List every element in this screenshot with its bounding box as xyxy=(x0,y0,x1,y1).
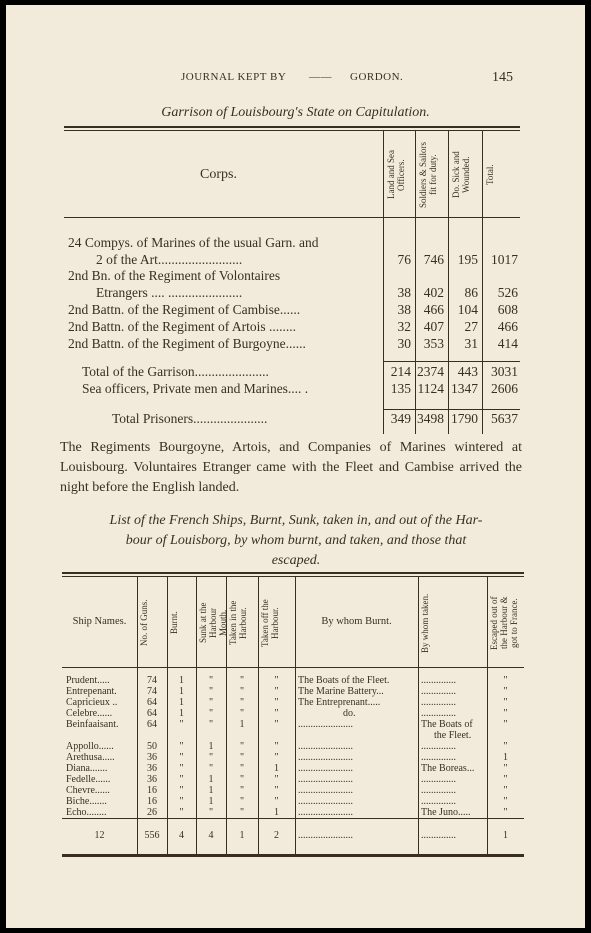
ships-cell: 1 xyxy=(179,686,184,697)
ships-cell: " xyxy=(239,752,245,763)
ships-total-cell: 2 xyxy=(274,830,279,841)
ships-cell: Fedelle...... xyxy=(66,774,111,785)
ships-cell: " xyxy=(179,741,184,752)
garrison-cell: 86 xyxy=(464,285,478,300)
garrison-cell: 38 xyxy=(397,285,411,300)
garrison-cell: 2374 xyxy=(417,364,444,379)
garrison-cell: 443 xyxy=(457,364,478,379)
ships-cell: The Entreprenant..... xyxy=(298,697,381,708)
ships-cell: " xyxy=(208,686,214,697)
ships-cell: " xyxy=(179,807,184,818)
ships-col-header: Burnt. xyxy=(169,611,179,635)
ships-cell: 50 xyxy=(147,741,157,752)
ships-cell: " xyxy=(503,785,508,796)
ships-list-title xyxy=(56,511,536,571)
garrison-cell: 1790 xyxy=(451,411,478,426)
ships-cell: " xyxy=(179,719,184,730)
ships-cell: " xyxy=(274,796,279,807)
ships-title-line-3: escaped. xyxy=(271,553,321,568)
garrison-cell: 1347 xyxy=(451,381,478,396)
ships-cell: Beinfaaisant. xyxy=(66,719,119,730)
ships-cell: do. xyxy=(343,708,356,719)
ships-col-header: Escaped out of the Harbour & got to France. xyxy=(489,596,519,650)
ships-total-cell: 1 xyxy=(503,830,508,841)
ships-cell: " xyxy=(503,807,508,818)
garrison-cell: 135 xyxy=(390,381,411,396)
ships-cell: .............. xyxy=(421,774,456,785)
garrison-cell: 5637 xyxy=(491,411,518,426)
running-header-dash: —— xyxy=(309,71,332,83)
ships-cell: Diana....... xyxy=(66,763,108,774)
ships-cell: " xyxy=(208,752,214,763)
ships-cell: " xyxy=(274,774,279,785)
ships-cell: .............. xyxy=(421,796,456,807)
ships-col-header: No. of Guns. xyxy=(139,599,149,647)
ships-cell: " xyxy=(503,763,508,774)
ships-cell: 74 xyxy=(147,675,157,686)
ships-title-line-1: List of the French Ships, Burnt, Sunk, taken in, and out of the Har- xyxy=(109,513,483,528)
ships-cell: Echo........ xyxy=(66,807,107,818)
ships-cell: 64 xyxy=(147,708,157,719)
ships-cell: Arethusa..... xyxy=(66,752,115,763)
ships-cell: ...................... xyxy=(298,774,353,785)
ships-cell: 16 xyxy=(147,785,157,796)
ships-cell: Celebre...... xyxy=(66,708,113,719)
ships-cell: " xyxy=(208,697,214,708)
ships-cell: The Boats of xyxy=(421,719,473,730)
ships-cell: 36 xyxy=(147,774,157,785)
garrison-row-label: 2nd Bn. of the Regiment of Volontaires xyxy=(68,268,281,283)
ships-cell: " xyxy=(503,686,508,697)
garrison-cell: 3031 xyxy=(491,364,518,379)
book-page xyxy=(6,5,585,928)
col-header-fit-for-duty: Soldiers & Sailors fit for duty. xyxy=(418,142,438,209)
ships-cell: .............. xyxy=(421,675,456,686)
ships-cell: " xyxy=(239,697,245,708)
garrison-cell: 466 xyxy=(423,302,444,317)
garrison-cell: 38 xyxy=(397,302,411,317)
ships-cell: " xyxy=(208,719,214,730)
ships-cell: " xyxy=(179,774,184,785)
ships-cell: Entrepenant. xyxy=(66,686,117,697)
ships-total-cell: 12 xyxy=(94,830,105,841)
ships-cell: " xyxy=(208,708,214,719)
ships-cell: " xyxy=(208,807,214,818)
ships-cell: " xyxy=(503,675,508,686)
ships-cell: .............. xyxy=(421,785,456,796)
garrison-cell: 353 xyxy=(423,336,444,351)
ships-cell: " xyxy=(274,785,279,796)
ships-cell: The Boats of the Fleet. xyxy=(298,675,390,686)
ships-cell: " xyxy=(239,686,245,697)
ships-cell: Appollo...... xyxy=(66,741,114,752)
garrison-cell: 3498 xyxy=(417,411,444,426)
corps-column-header: Corps. xyxy=(200,167,237,182)
ships-cell: " xyxy=(274,741,279,752)
ships-cell: " xyxy=(239,774,245,785)
garrison-cell: 608 xyxy=(497,302,518,317)
garrison-cell: 746 xyxy=(423,252,444,267)
ships-title-line-2: bour of Louisborg, by whom burnt, and taken, and those that xyxy=(125,533,467,548)
garrison-cell: 1124 xyxy=(417,381,444,396)
ships-cell: " xyxy=(208,763,214,774)
ships-cell: " xyxy=(274,708,279,719)
ships-cell: ...................... xyxy=(298,741,353,752)
ships-col-header: Sunk at the Harbour Mouth. xyxy=(198,602,228,644)
garrison-row-label: Total of the Garrison...................... xyxy=(82,364,269,379)
ships-cell: The Marine Battery... xyxy=(298,686,384,697)
garrison-cell: 349 xyxy=(390,411,411,426)
col-header-sick-wounded: Do. Sick and Wounded. xyxy=(451,151,471,199)
ships-cell: 16 xyxy=(147,796,157,807)
garrison-row-label: 2nd Battn. of the Regiment of Artois ........ xyxy=(68,319,296,334)
ships-cell: .............. xyxy=(421,708,456,719)
ships-cell: the Fleet. xyxy=(434,730,472,741)
ships-cell: ...................... xyxy=(298,719,353,730)
ships-col-header: By whom taken. xyxy=(420,593,430,653)
ships-cell: The Boreas... xyxy=(421,763,475,774)
garrison-cell: 2606 xyxy=(491,381,518,396)
ships-cell: " xyxy=(179,763,184,774)
ships-cell: 64 xyxy=(147,719,157,730)
ships-cell: The Juno..... xyxy=(421,807,471,818)
ships-cell: Capricieux .. xyxy=(66,697,118,708)
ships-cell: Prudent..... xyxy=(66,675,110,686)
garrison-row-label: Sea officers, Private men and Marines.... . xyxy=(82,381,309,396)
regiments-note: The Regiments Bourgoyne, Artois, and Companies of Marines wintered at Louisbourg. Voluntaires Etranger came with the Fleet and Cambise arrived the night before the English landed. xyxy=(60,440,522,495)
ships-cell: " xyxy=(274,675,279,686)
garrison-row-label: 2nd Battn. of the Regiment of Burgoyne...... xyxy=(68,336,306,351)
garrison-cell: 526 xyxy=(497,285,518,300)
ships-cell: " xyxy=(503,774,508,785)
ships-cell: " xyxy=(239,785,245,796)
col-header-officers: Land and Sea Officers. xyxy=(386,150,406,200)
garrison-table-title: Garrison of Louisbourg's State on Capitulation. xyxy=(161,105,430,120)
ships-cell: .............. xyxy=(421,686,456,697)
ships-cell: " xyxy=(179,796,184,807)
ships-cell: 1 xyxy=(179,675,184,686)
ships-cell: " xyxy=(503,697,508,708)
ships-cell: 36 xyxy=(147,752,157,763)
ships-cell: " xyxy=(239,741,245,752)
ships-cell: " xyxy=(274,697,279,708)
garrison-cell: 195 xyxy=(457,252,478,267)
ships-total-cell: 4 xyxy=(179,830,184,841)
ships-col-header: Taken off the Harbour. xyxy=(260,599,280,647)
ships-cell: 1 xyxy=(274,763,279,774)
garrison-cell: 30 xyxy=(397,336,411,351)
ships-cell: " xyxy=(239,675,245,686)
ships-cell: 1 xyxy=(179,708,184,719)
ships-cell: ...................... xyxy=(298,796,353,807)
ships-cell: " xyxy=(239,796,245,807)
garrison-cell: 402 xyxy=(423,285,444,300)
ships-total-cell: 4 xyxy=(208,830,214,841)
ships-cell: ...................... xyxy=(298,785,353,796)
ships-col-header: By whom Burnt. xyxy=(321,616,392,627)
ships-cell: 1 xyxy=(274,807,279,818)
ships-cell: " xyxy=(274,686,279,697)
ships-cell: ...................... xyxy=(298,807,353,818)
garrison-row-label: 2nd Battn. of the Regiment of Cambise...... xyxy=(68,302,301,317)
garrison-cell: 214 xyxy=(390,364,411,379)
ships-cell: " xyxy=(239,708,245,719)
ships-cell: Biche....... xyxy=(66,796,107,807)
ships-cell: 36 xyxy=(147,763,157,774)
ships-cell: " xyxy=(503,741,508,752)
garrison-cell: 407 xyxy=(423,319,444,334)
ships-cell: .............. xyxy=(421,697,456,708)
garrison-row-label: Etrangers .... ...................... xyxy=(96,285,243,300)
garrison-cell: 466 xyxy=(497,319,518,334)
ships-cell: 26 xyxy=(147,807,157,818)
ships-cell: " xyxy=(239,763,245,774)
page-number: 145 xyxy=(492,70,513,85)
ships-cell: 1 xyxy=(208,796,214,807)
garrison-row-label: 2 of the Art......................... xyxy=(96,252,243,267)
garrison-cell: 1017 xyxy=(491,252,518,267)
ships-cell: ...................... xyxy=(298,763,353,774)
ships-total-cell: 1 xyxy=(239,830,245,841)
running-header-right: GORDON. xyxy=(350,71,404,83)
ships-col-header: Taken in the Harbour. xyxy=(228,600,248,646)
ships-cell: 74 xyxy=(147,686,157,697)
ships-cell: 1 xyxy=(503,752,508,763)
ships-cell: 1 xyxy=(208,774,214,785)
ships-total-cell: .............. xyxy=(421,830,456,841)
garrison-cell: 414 xyxy=(497,336,518,351)
garrison-row-label: Total Prisoners...................... xyxy=(112,411,268,426)
ships-cell: " xyxy=(179,752,184,763)
ships-cell: " xyxy=(239,807,245,818)
running-header-left: JOURNAL KEPT BY xyxy=(181,71,287,83)
garrison-row-label: 24 Compys. of Marines of the usual Garn. and xyxy=(68,235,319,250)
ships-cell: " xyxy=(503,796,508,807)
ships-cell: ...................... xyxy=(298,752,353,763)
col-header-total: Total. xyxy=(485,164,495,186)
ships-cell: 1 xyxy=(239,719,245,730)
ships-cell: " xyxy=(274,752,279,763)
ships-cell: " xyxy=(503,719,508,730)
ships-cell: .............. xyxy=(421,741,456,752)
ships-cell: Chevre...... xyxy=(66,785,110,796)
ships-cell: " xyxy=(274,719,279,730)
garrison-cell: 27 xyxy=(464,319,478,334)
ships-cell: " xyxy=(179,785,184,796)
garrison-cell: 76 xyxy=(397,252,411,267)
ships-col-header: Ship Names. xyxy=(72,616,127,627)
ships-total-cell: ...................... xyxy=(298,830,353,841)
garrison-cell: 104 xyxy=(457,302,478,317)
ships-cell: .............. xyxy=(421,752,456,763)
ships-total-cell: 556 xyxy=(144,830,160,841)
ships-cell: 64 xyxy=(147,697,157,708)
ships-cell: 1 xyxy=(208,785,214,796)
ships-cell: 1 xyxy=(179,697,184,708)
garrison-cell: 32 xyxy=(397,319,411,334)
garrison-cell: 31 xyxy=(464,336,478,351)
ships-cell: " xyxy=(208,675,214,686)
ships-cell: 1 xyxy=(208,741,214,752)
ships-cell: " xyxy=(503,708,508,719)
